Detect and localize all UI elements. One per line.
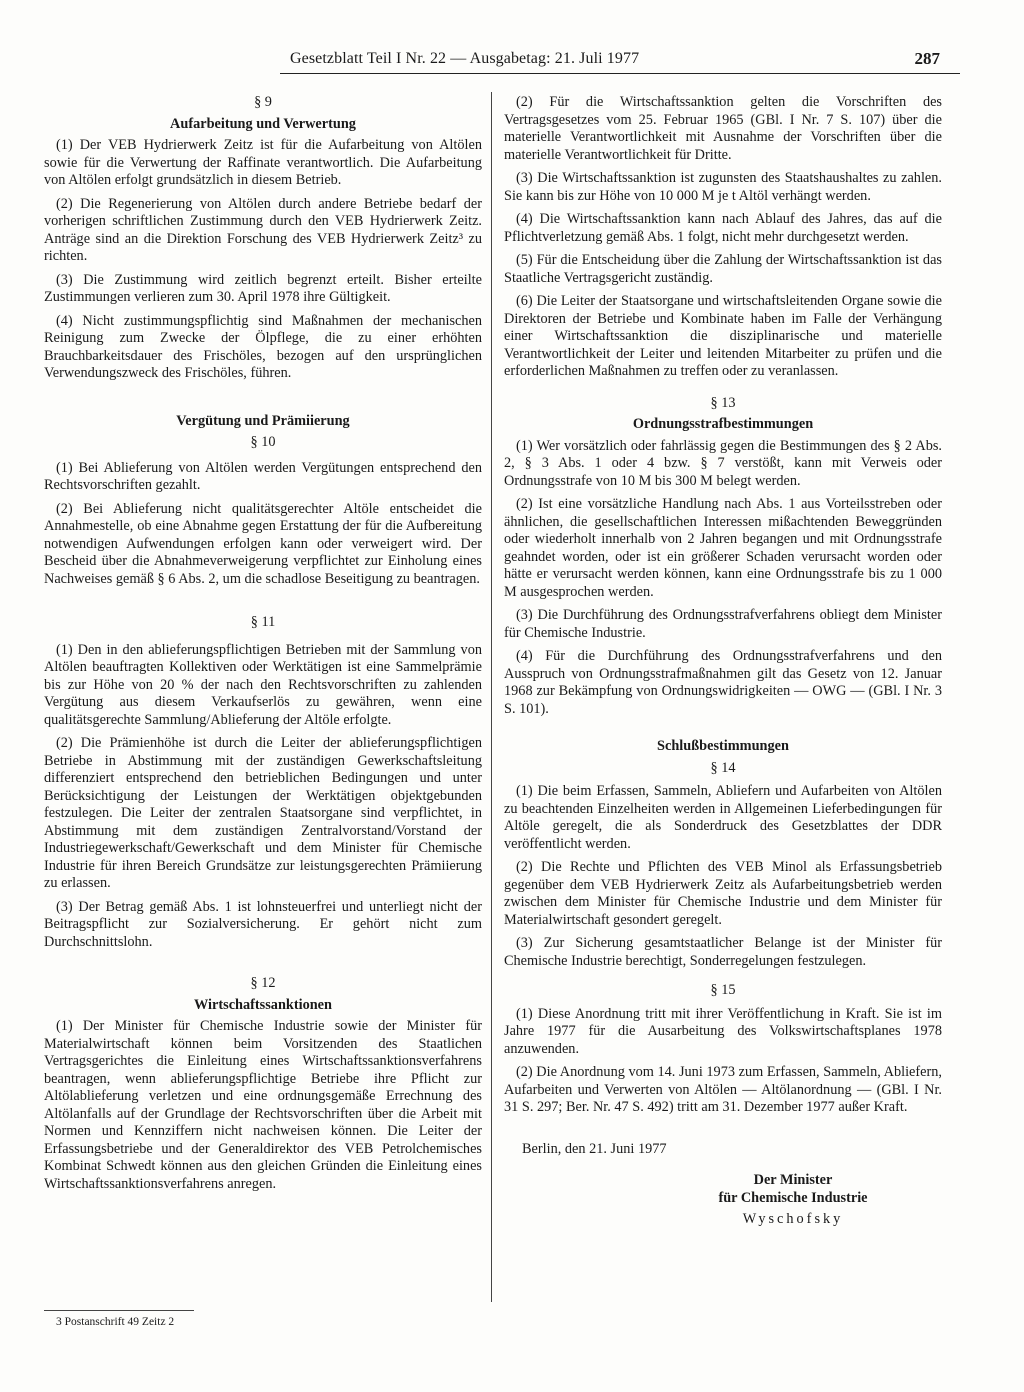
section-13-number: § 13: [710, 394, 736, 411]
section-11-para-3: (3) Der Betrag gemäß Abs. 1 ist lohnsteuerfrei und unterliegt nicht der Beitragspflicht zur Sozialversicherung. Er gehört nicht zum Durchschnittslohn.: [44, 898, 482, 950]
footnote-rule: [44, 1310, 194, 1311]
section-14-para-3: (3) Zur Sicherung gesamtstaatlicher Belange ist der Minister für Chemische Industrie berechtigt, Sonderregelungen festzulegen.: [504, 935, 942, 969]
column-divider: [491, 92, 492, 1302]
section-14-number: § 14: [710, 759, 736, 776]
section-10-para-2: (2) Bei Ablieferung nicht qualitätsgerechter Altöle entscheidet die Annahmestelle, ob eine Abnahme gegen Erstattung der für die Aufbereitung notwendigen Aufwendungen erfolgen kann oder verweigert wird. Der Bescheid über die Abnahmeverweigerung verpflichtet zur Einholung eines Nachweises gemäß § 6 Abs. 2, um die schadlose Beseitigung zu beantragen.: [44, 500, 482, 587]
page-header: [44, 50, 948, 72]
section-13-para-4: (4) Für die Durchführung des Ordnungsstrafverfahrens und den Ausspruch von Ordnungsstrafmaßnahmen gilt das Gesetz von 12. Januar 1968 zur Bekämpfung von Ordnungswidrigkeiten — OWG — (GBl. I Nr. 3 S. 101).: [504, 648, 942, 717]
header-title: Gesetzblatt Teil I Nr. 22 — Ausgabetag: 21. Juli 1977: [290, 50, 640, 67]
section-14-para-1: (1) Die beim Erfassen, Sammeln, Abliefern und Aufarbeiten von Altölen zu beachtenden Einzelheiten werden in Allgemeinen Lieferbedingungen für Altöle geregelt, die als Sonderdruck des Gesetzblattes der DDR veröffentlicht werden.: [504, 783, 942, 852]
header-rule: [280, 73, 960, 74]
section-9-para-3: (3) Die Zustimmung wird zeitlich begrenzt erteilt. Bisher erteilte Zustimmungen verlieren zum 30. April 1978 ihre Gültigkeit.: [44, 271, 482, 305]
section-12-heading: Wirtschaftssanktionen: [194, 996, 332, 1013]
section-9-para-4: (4) Nicht zustimmungspflichtig sind Maßnahmen der mechanischen Reinigung zum Zwecke der Ölpflege, die zu einer erhöhten Brauchbarkeitsdauer des Frischöles, bezogen auf den ursprünglichen Verwendungszweck des Frischöles, führen.: [44, 312, 482, 381]
final-provisions-heading: Schlußbestimmungen: [657, 738, 789, 754]
section-11-para-1: (1) Den in den ablieferungspflichtigen Betrieben mit der Sammlung von Altölen beauftragten Kollektiven oder Werktätigen ist eine Sammelprämie bis zur Höhe von 20 % der nach den Rechtsvorschriften zu zahlenden Vergütung aus diesem Verkaufserlös zu gewähren, wenn eine qualitätsgerechte Sammlung/Ablieferung der Altöle erfolgte.: [44, 641, 482, 728]
section-10-para-1: (1) Bei Ablieferung von Altölen werden Vergütungen entsprechend den Rechtsvorschriften gezahlt.: [44, 459, 482, 493]
section-12-para-1: (1) Der Minister für Chemische Industrie sowie der Minister für Materialwirtschaft können beim Vorsitzenden des Staatlichen Vertragsgerichtes die Einleitung eines Wirtschaftssanktionsverfahrens beantragen, wenn ablieferungspflichtige Betriebe ihre Pflicht zur Altölablieferung verletzen und eine ordnungsgemäße Errechnung des Altölanfalls auf der Grundlage der Rechtsvorschriften über die Arbeit mit Normen und Kennziffern nicht nachweisen können. Die Leiter der Erfassungsbetriebe und der Generaldirektor des VEB Petrolchemisches Kombinat Schwedt können aus den gleichen Gründen die Einleitung eines Wirtschaftssanktionsverfahrens anregen.: [44, 1018, 482, 1192]
section-11-number: § 11: [250, 614, 276, 630]
section-13-heading: Ordnungsstrafbestimmungen: [632, 416, 814, 432]
section-11-para-2: (2) Die Prämienhöhe ist durch die Leiter der ablieferungspflichtigen Betriebe in Abstimmung mit der zuständigen Gewerkschaftsleitung differenziert entsprechend den betrieblichen Bedingungen und unter Berücksichtigung der Leistungen der Werktätigen objektgebunden festzulegen. Die Leiter der zentralen Staatsorgane sind verpflichtet, in Abstimmung mit dem zuständigen Zentralvorstand/Vorstand der Industriegewerkschaft/Gewerkschaft und dem Minister für Chemische Industrie für ihren Bereich Grundsätze zur leistungsgerechten Prämiierung zu erlassen.: [44, 735, 482, 891]
section-12-para-6: (6) Die Leiter der Staatsorgane und wirtschaftsleitenden Organe sowie die Direktoren der Betriebe und Kombinate haben im Falle der Verhängung einer Wirtschaftssanktion die disziplinarische und materielle Verantwortlichkeit der Leiter und leitenden Mitarbeiter zu prüfen und die erforderlichen Maßnahmen zu treffen oder zu veranlassen.: [504, 293, 942, 379]
section-10-heading: Vergütung und Prämiierung: [176, 412, 350, 429]
section-12-para-3: (3) Die Wirtschaftssanktion ist zugunsten des Staatshaushaltes zu zahlen. Sie kann bis zur Höhe von 10 000 M je t Altöl verhängt werden.: [504, 170, 942, 204]
page-number: 287: [914, 49, 940, 68]
section-13-para-3: (3) Die Durchführung des Ordnungsstrafverfahrens obliegt dem Minister für Chemische Industrie.: [504, 607, 942, 641]
right-column: [504, 94, 942, 1229]
section-15-number: § 15: [710, 982, 736, 998]
section-12-para-4: (4) Die Wirtschaftssanktion kann nach Ablauf des Jahres, das auf die Pflichtverletzung gemäß Abs. 1 folgt, nicht mehr durchgesetzt werden.: [504, 211, 942, 245]
section-13-para-2: (2) Ist eine vorsätzliche Handlung nach Abs. 1 aus Vorteilsstreben oder ähnlichen, die gesellschaftlichen Interessen mißachtenden Beweggründen oder wiederholt innerhalb von 2 Jahren begangen und mit Ordnungsstrafe geahndet worden, oder ist ein größerer Schaden verursacht worden oder hätte er verursacht werden können, kann eine Ordnungsstrafe bis zu 1 000 M ausgesprochen werden.: [504, 496, 942, 600]
section-10-number: § 10: [250, 434, 276, 450]
section-9-para-1: (1) Der VEB Hydrierwerk Zeitz ist für die Aufarbeitung von Altölen sowie für die Verwertung der Raffinate verantwortlich. Die Aufarbeitung von Altölen erfolgt grundsätzlich in diesem Betrieb.: [44, 137, 482, 188]
signature-title: Der Minister: [753, 1172, 833, 1188]
place-and-date: Berlin, den 21. Juni 1977: [522, 1140, 667, 1157]
section-9-heading: Aufarbeitung und Verwertung: [170, 115, 356, 132]
section-15-para-1: (1) Diese Anordnung tritt mit ihrer Veröffentlichung in Kraft. Sie ist im Jahre 1977 für die Ausarbeitung des Volkswirtschaftsplanes 1978 anzuwenden.: [504, 1005, 942, 1057]
section-9-number: § 9: [254, 94, 272, 110]
signature-name: Wyschofsky: [742, 1211, 844, 1227]
section-9-para-2: (2) Die Regenerierung von Altölen durch andere Betriebe bedarf der vorherigen schriftlichen Zustimmung durch den VEB Hydrierwerk Zeitz. Anträge sind an die Direktion Forschung des VEB Hydrierwerk Zeitz³ zu richten.: [44, 195, 482, 264]
section-13-para-1: (1) Wer vorsätzlich oder fahrlässig gegen die Bestimmungen des § 2 Abs. 2, § 3 Abs. 1 oder 4 bzw. § 7 verstößt, kann mit Verweis oder Ordnungsstrafe von 10 M bis 300 M belegt werden.: [504, 437, 942, 489]
left-column: [44, 94, 482, 1199]
footnote: 3 Postanschrift 49 Zeitz 2: [56, 1316, 175, 1328]
section-14-para-2: (2) Die Rechte und Pflichten des VEB Minol als Erfassungsbetrieb gegenüber dem VEB Hydrierwerk Zeitz als Aufarbeitungsbetrieb werden zwischen dem Minister für Chemische Industrie und dem Minister für Materialwirtschaft gesondert geregelt.: [504, 859, 942, 928]
signature-ministry: für Chemische Industrie: [718, 1189, 868, 1206]
section-12-para-5: (5) Für die Entscheidung über die Zahlung der Wirtschaftssanktion ist das Staatliche Vertragsgericht zuständig.: [504, 252, 942, 286]
section-12-para-2: (2) Für die Wirtschaftssanktion gelten die Vorschriften des Vertragsgesetzes vom 25. Februar 1965 (GBl. I Nr. 7 S. 107) über die materielle Verantwortlichkeit mit Ausnahme der Vorschriften über die materielle Verantwortlichkeit für Dritte.: [504, 94, 942, 163]
section-12-number: § 12: [250, 975, 276, 991]
section-15-para-2: (2) Die Anordnung vom 14. Juni 1973 zum Erfassen, Sammeln, Abliefern, Aufarbeiten und Verwerten von Altölen — Altölanordnung — (GBl. I Nr. 31 S. 297; Ber. Nr. 47 S. 492) tritt am 31. Dezember 1977 außer Kraft.: [504, 1064, 942, 1115]
